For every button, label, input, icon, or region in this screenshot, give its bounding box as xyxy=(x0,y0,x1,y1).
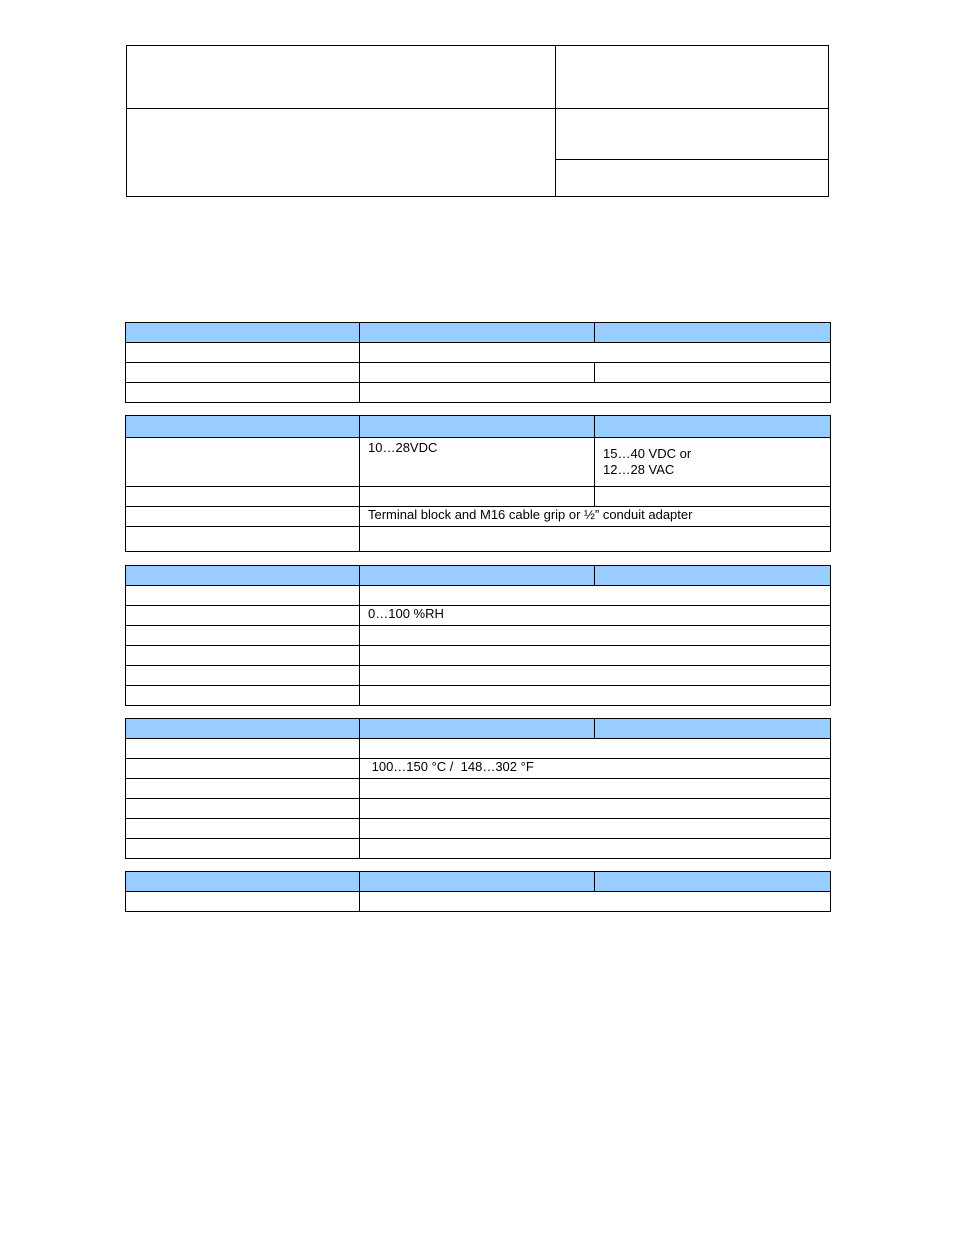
table-label-cell xyxy=(126,363,360,383)
table-value-cell xyxy=(360,626,831,646)
table-label-cell xyxy=(126,487,360,507)
table-row xyxy=(126,606,831,626)
spec-table-electrical xyxy=(125,415,831,552)
table-row xyxy=(126,383,831,403)
table-label-cell xyxy=(126,343,360,363)
table-value-cell xyxy=(360,363,595,383)
spec-table-general xyxy=(125,322,831,403)
table-row xyxy=(126,586,831,606)
table-value-cell xyxy=(360,839,831,859)
table-header-row xyxy=(126,719,831,739)
power-supply-col3-cell xyxy=(595,438,831,487)
table-header-cell xyxy=(126,566,360,586)
table-value-cell xyxy=(360,586,831,606)
table-row xyxy=(126,892,831,912)
table-label-cell xyxy=(126,606,360,626)
table-header-cell xyxy=(595,323,831,343)
table-value-cell xyxy=(360,527,831,552)
table-header-row xyxy=(126,416,831,438)
table-value-cell xyxy=(360,739,831,759)
spec-table-humidity xyxy=(125,565,831,706)
table-header-cell xyxy=(360,719,595,739)
table-label-cell xyxy=(126,686,360,706)
table-row xyxy=(126,487,831,507)
spec-table-temperature xyxy=(125,718,831,859)
table-header-row xyxy=(126,566,831,586)
table-row xyxy=(126,819,831,839)
table-header-cell xyxy=(595,566,831,586)
table-header-cell xyxy=(126,416,360,438)
table-label-cell xyxy=(126,839,360,859)
table-label-cell xyxy=(126,507,360,527)
table-row xyxy=(126,686,831,706)
table-label-cell xyxy=(126,438,360,487)
table-row xyxy=(126,839,831,859)
header-divider-horizontal xyxy=(127,108,828,109)
table-row xyxy=(126,438,831,487)
table-header-row xyxy=(126,323,831,343)
table-value-cell xyxy=(360,646,831,666)
table-row xyxy=(126,507,831,527)
table-header-cell xyxy=(360,566,595,586)
table-row xyxy=(126,527,831,552)
table-row xyxy=(126,343,831,363)
table-value-cell xyxy=(360,343,831,363)
power-supply-col2-cell: 10…28VDC xyxy=(360,438,595,487)
table-value-cell xyxy=(360,487,595,507)
table-value-cell xyxy=(360,892,831,912)
table-row xyxy=(126,363,831,383)
table-value-cell xyxy=(360,819,831,839)
table-label-cell xyxy=(126,739,360,759)
table-header-cell xyxy=(595,416,831,438)
header-table xyxy=(126,45,829,197)
connection-cell: Terminal block and M16 cable grip or ½” conduit adapter xyxy=(360,507,831,527)
table-value-cell xyxy=(360,666,831,686)
table-label-cell xyxy=(126,892,360,912)
temperature-range-cell: 100…150 °C / 148…302 °F xyxy=(360,759,831,779)
table-label-cell xyxy=(126,646,360,666)
table-row xyxy=(126,626,831,646)
table-label-cell xyxy=(126,666,360,686)
table-row xyxy=(126,739,831,759)
table-header-cell xyxy=(126,719,360,739)
table-value-cell xyxy=(595,363,831,383)
table-value-cell xyxy=(360,383,831,403)
table-label-cell xyxy=(126,779,360,799)
humidity-range-cell: 0…100 %RH xyxy=(360,606,831,626)
table-header-cell xyxy=(126,323,360,343)
table-label-cell xyxy=(126,759,360,779)
table-label-cell xyxy=(126,799,360,819)
table-header-cell xyxy=(360,323,595,343)
table-value-cell xyxy=(360,799,831,819)
table-row xyxy=(126,799,831,819)
table-header-cell xyxy=(126,872,360,892)
table-row xyxy=(126,779,831,799)
table-header-cell xyxy=(595,872,831,892)
table-label-cell xyxy=(126,383,360,403)
table-header-row xyxy=(126,872,831,892)
header-divider-vertical xyxy=(555,46,556,196)
table-row xyxy=(126,646,831,666)
table-label-cell xyxy=(126,626,360,646)
table-header-cell xyxy=(360,416,595,438)
spec-table-misc xyxy=(125,871,831,912)
table-row xyxy=(126,759,831,779)
table-label-cell xyxy=(126,527,360,552)
header-divider-right xyxy=(555,159,828,160)
table-value-cell xyxy=(360,686,831,706)
power-supply-col3-line1: 15…40 VDC or xyxy=(603,446,692,461)
table-label-cell xyxy=(126,819,360,839)
table-row xyxy=(126,666,831,686)
table-header-cell xyxy=(360,872,595,892)
table-label-cell xyxy=(126,586,360,606)
table-value-cell xyxy=(360,779,831,799)
table-value-cell xyxy=(595,487,831,507)
table-header-cell xyxy=(595,719,831,739)
power-supply-col3-line2: 12…28 VAC xyxy=(603,462,675,477)
